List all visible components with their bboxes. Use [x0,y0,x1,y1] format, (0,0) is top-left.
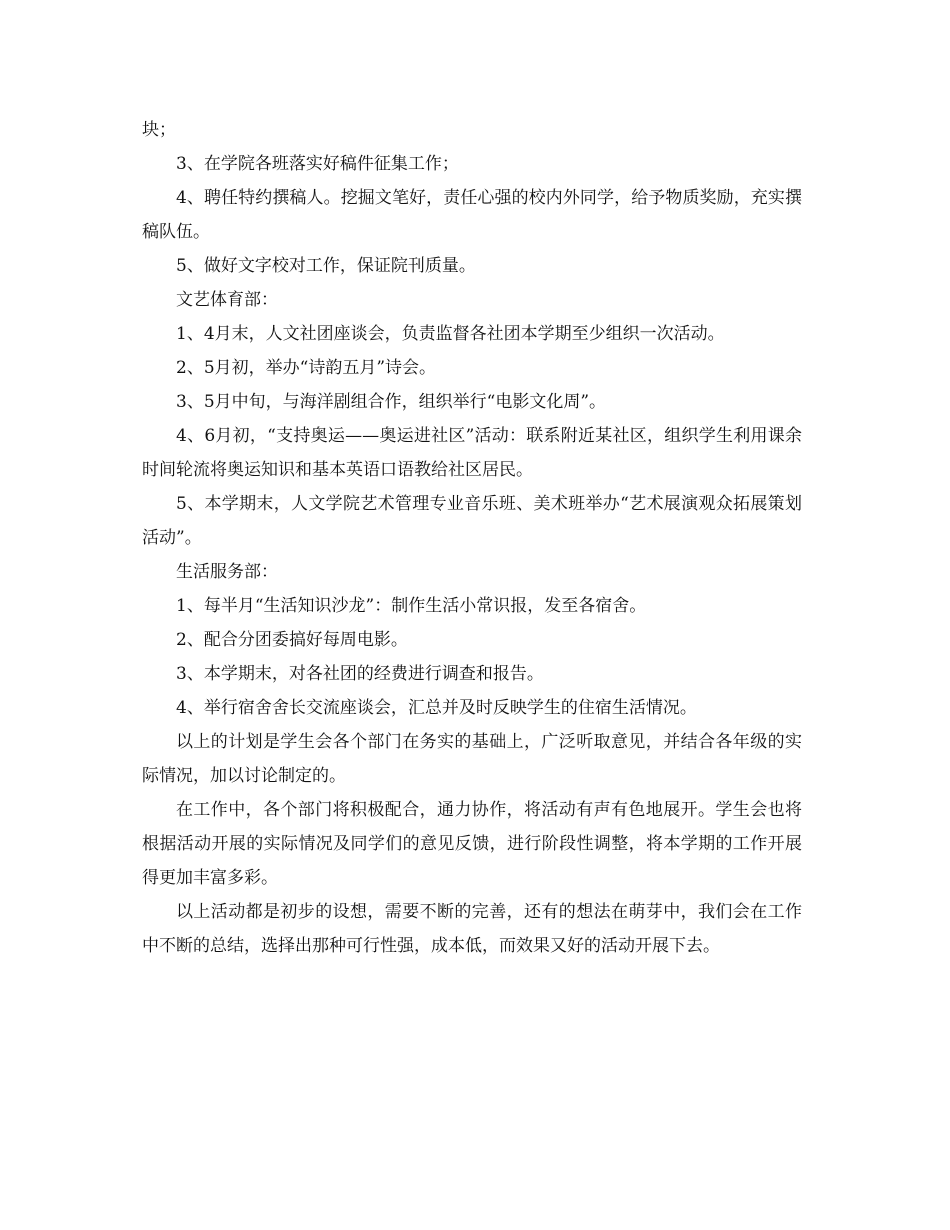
paragraph-item: 2、5月初，举办“诗韵五月”诗会。 [176,358,437,378]
paragraph-item: 3、在学院各班落实好稿件征集工作； [176,154,459,174]
paragraph-item: 5、做好文字校对工作，保证院刊质量。 [176,256,476,276]
paragraph-item: 3、5月中旬，与海洋剧组合作，组织举行“电影文化周”。 [176,392,607,412]
paragraph-item: 4、举行宿舍舍长交流座谈会，汇总并及时反映学生的住宿生活情况。 [176,698,697,718]
paragraph-item: 2、配合分团委搞好每周电影。 [176,630,408,650]
document-body [142,113,802,963]
paragraph-item: 1、4月末，人文社团座谈会，负责监督各社团本学期至少组织一次活动。 [176,324,725,344]
section-heading-arts-sports: 文艺体育部： [176,290,278,310]
paragraph-continuation: 块； [142,120,176,140]
paragraph-summary: 以上的计划是学生会各个部门在务实的基础上，广泛听取意见，并结合各年级的实际情况，加以讨论制定的。 [142,732,802,786]
section-heading-life-services: 生活服务部： [176,562,278,582]
paragraph-summary: 在工作中，各个部门将积极配合，通力协作，将活动有声有色地展开。学生会也将根据活动开展的实际情况及同学们的意见反馈，进行阶段性调整，将本学期的工作开展得更加丰富多彩。 [142,800,802,888]
paragraph-item: 1、每半月“生活知识沙龙”：制作生活小常识报，发至各宿舍。 [176,596,647,616]
paragraph-item: 5、本学期末，人文学院艺术管理专业音乐班、美术班举办“艺术展演观众拓展策划活动”。 [142,494,802,548]
paragraph-item: 4、6月初，“支持奥运——奥运进社区”活动：联系附近某社区，组织学生利用课余时间轮流将奥运知识和基本英语口语教给社区居民。 [142,426,802,480]
paragraph-item: 4、聘任特约撰稿人。挖掘文笔好，责任心强的校内外同学，给予物质奖励，充实撰稿队伍。 [142,188,802,242]
paragraph-item: 3、本学期末，对各社团的经费进行调查和报告。 [176,664,544,684]
paragraph-closing: 以上活动都是初步的设想，需要不断的完善，还有的想法在萌芽中，我们会在工作中不断的总结，选择出那种可行性强，成本低，而效果又好的活动开展下去。 [142,902,802,956]
